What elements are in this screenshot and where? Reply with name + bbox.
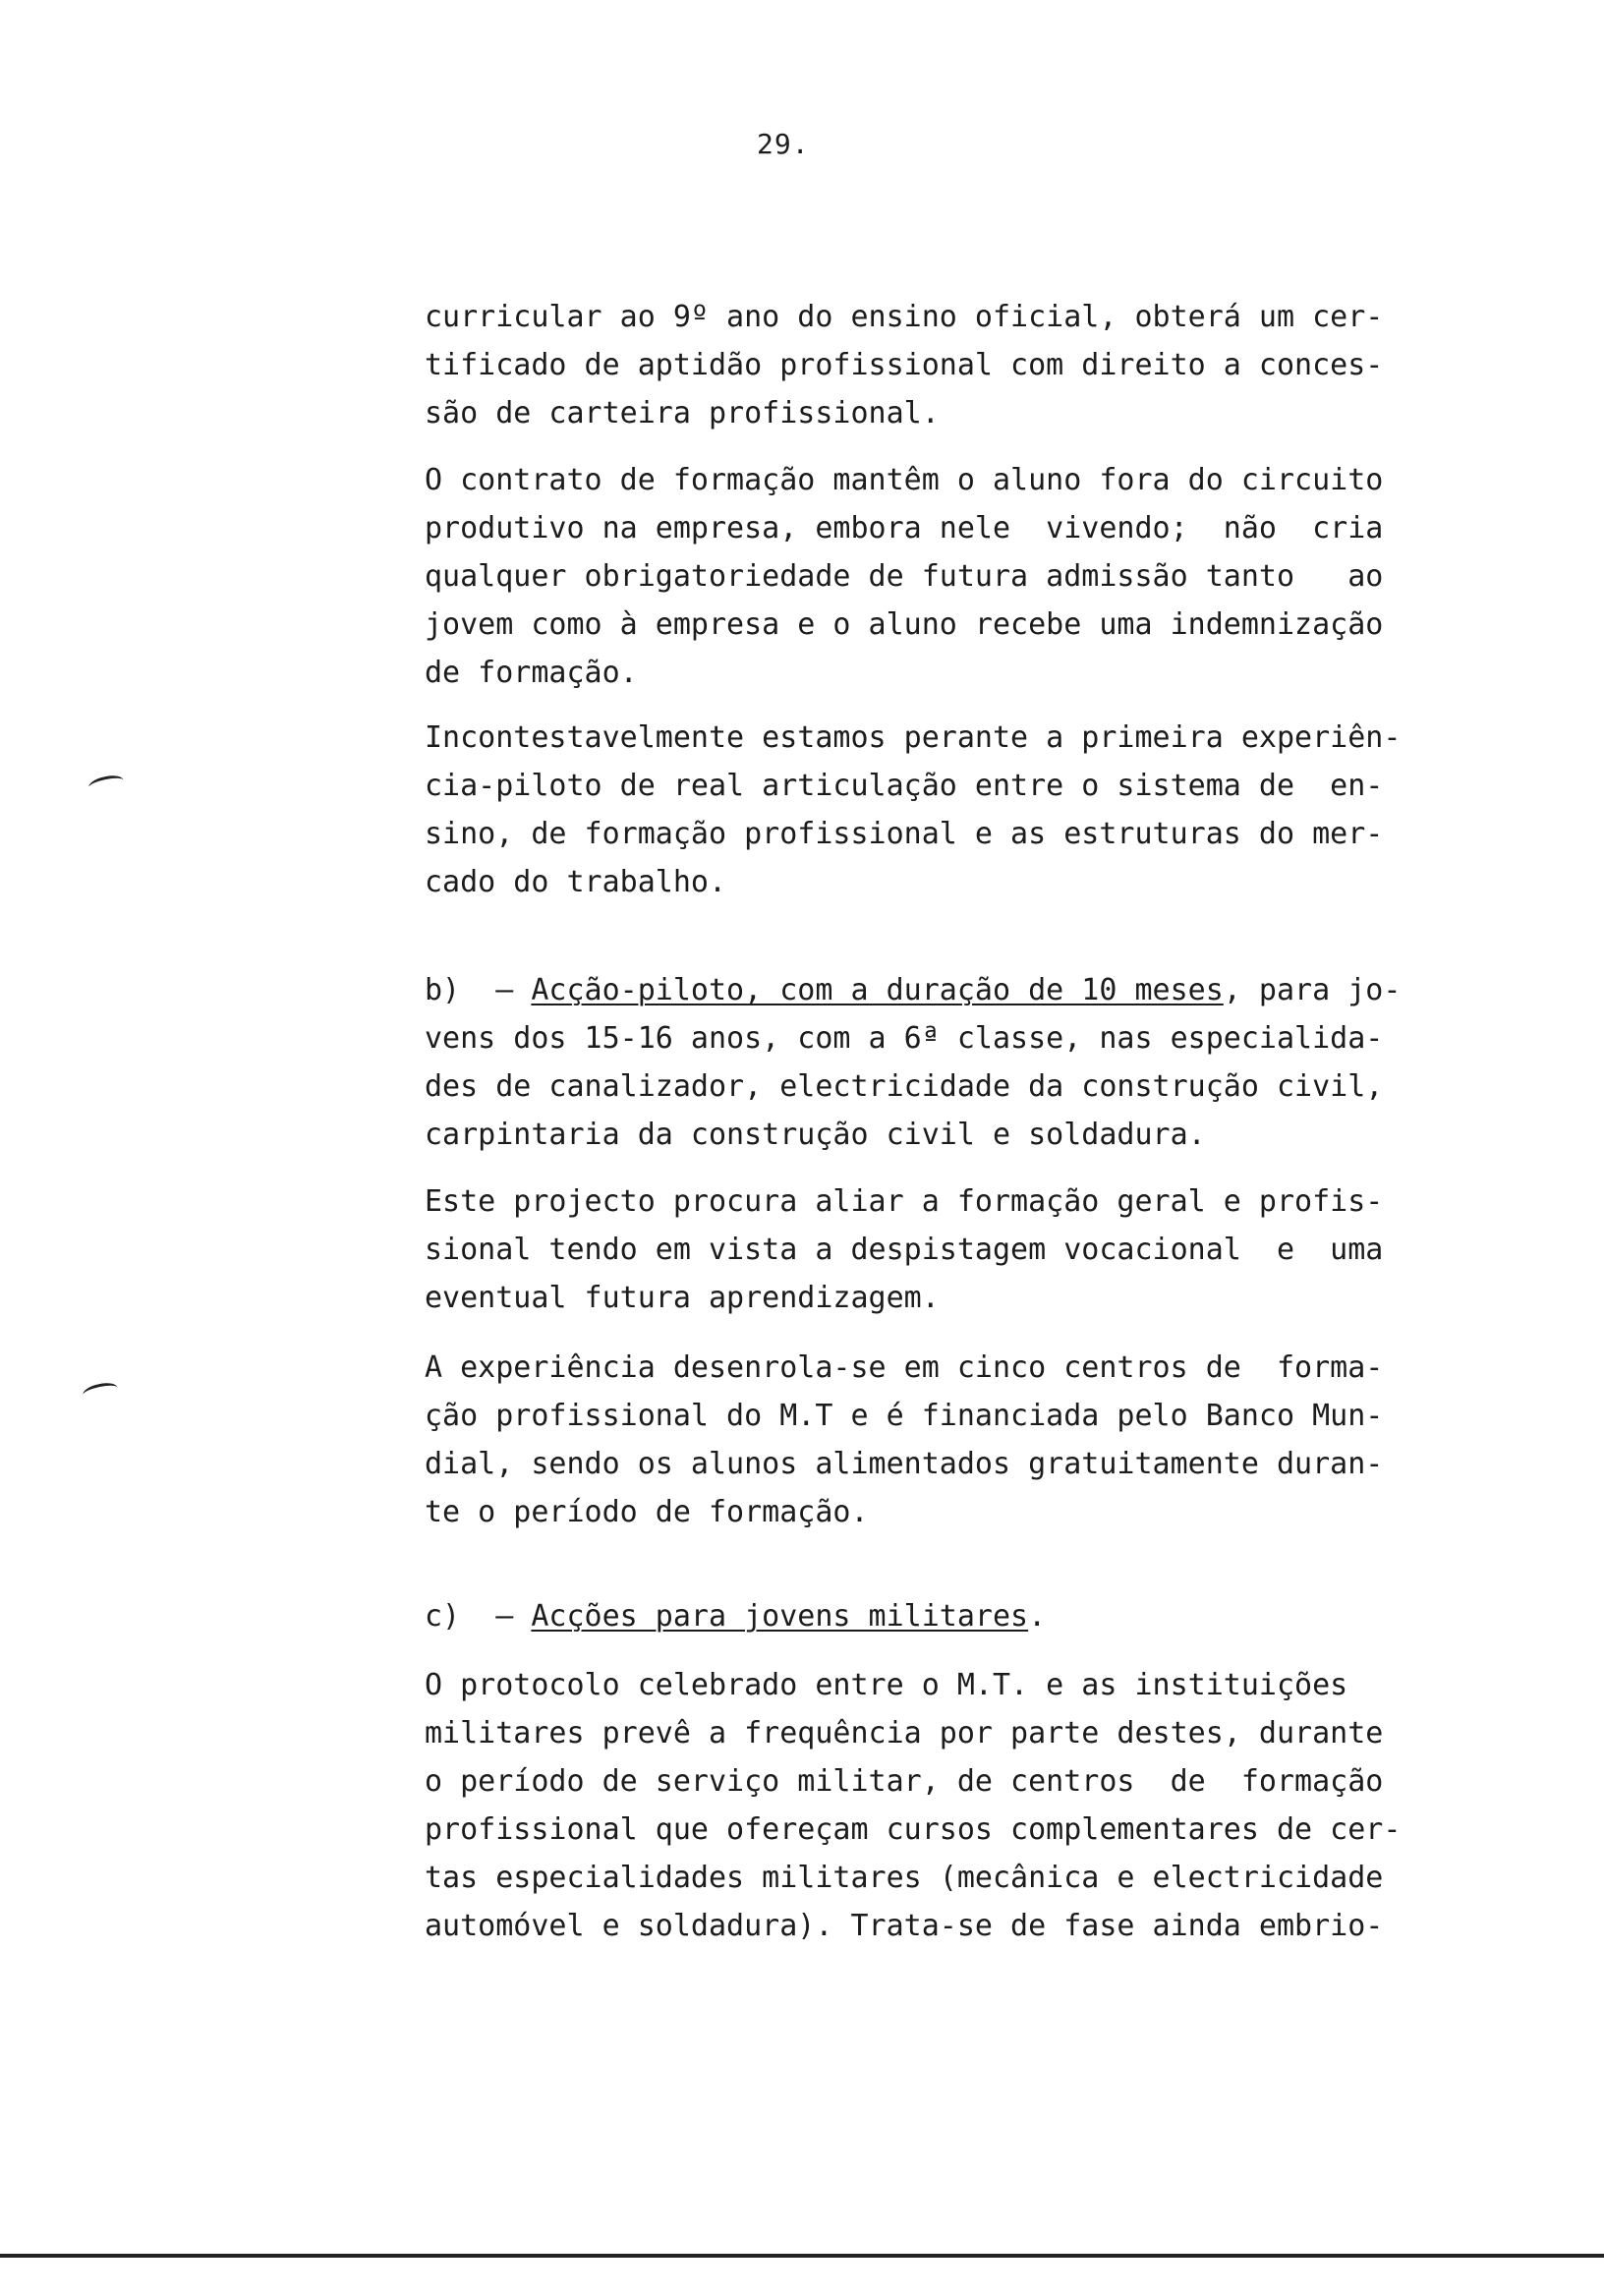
text-line: tas especialidades militares (mecânica e electricidade bbox=[425, 1861, 1384, 1895]
text-line: des de canalizador, electricidade da construção civil, bbox=[425, 1069, 1384, 1104]
section-b-heading: Acção-piloto, com a duração de 10 meses bbox=[531, 973, 1224, 1007]
section-c-marker: c) bbox=[425, 1599, 461, 1634]
text-line: O protocolo celebrado entre o M.T. e as instituições bbox=[425, 1668, 1348, 1702]
text-line: cado do trabalho. bbox=[425, 865, 727, 899]
text-line: O contrato de formação mantêm o aluno fora do circuito bbox=[425, 463, 1384, 497]
text-line: vens dos 15-16 anos, com a 6ª classe, nas especialida- bbox=[425, 1021, 1384, 1056]
section-c-heading-line bbox=[425, 1592, 1046, 1640]
text-line: eventual futura aprendizagem. bbox=[425, 1281, 940, 1315]
text-line: sino, de formação profissional e as estruturas do mer- bbox=[425, 817, 1384, 851]
text-line: profissional que ofereçam cursos complementares de cer- bbox=[425, 1812, 1402, 1847]
margin-mark bbox=[82, 1380, 119, 1402]
text-line: jovem como à empresa e o aluno recebe uma indemnização bbox=[425, 607, 1384, 642]
section-b-heading-line bbox=[425, 966, 1401, 1014]
text-line: de formação. bbox=[425, 656, 638, 690]
text-line: são de carteira profissional. bbox=[425, 396, 940, 430]
section-c-dash: — bbox=[495, 1599, 514, 1634]
paragraph-2 bbox=[425, 456, 1383, 697]
text-line: Este projecto procura aliar a formação geral e profis- bbox=[425, 1184, 1384, 1219]
bottom-rule bbox=[0, 2254, 1604, 2258]
text-line: produtivo na empresa, embora nele vivendo; não cria bbox=[425, 511, 1384, 545]
text-line: A experiência desenrola-se em cinco centros de forma- bbox=[425, 1350, 1384, 1385]
section-c-heading: Acções para jovens militares bbox=[531, 1599, 1029, 1634]
section-b-dash: — bbox=[495, 973, 514, 1007]
text-line: Incontestavelmente estamos perante a primeira experiên- bbox=[425, 720, 1402, 755]
text-line: tificado de aptidão profissional com direito a conces- bbox=[425, 348, 1384, 382]
paragraph-1 bbox=[425, 293, 1383, 437]
paragraph-7 bbox=[425, 1661, 1401, 1950]
text-line: sional tendo em vista a despistagem vocacional e uma bbox=[425, 1233, 1384, 1267]
paragraph-3 bbox=[425, 714, 1401, 906]
text-line: cia-piloto de real articulação entre o sistema de en- bbox=[425, 769, 1384, 803]
section-c-heading-rest: . bbox=[1028, 1599, 1047, 1634]
section-b-marker: b) bbox=[425, 973, 461, 1007]
page-number: 29. bbox=[757, 128, 810, 160]
section-b-heading-rest: , para jo- bbox=[1223, 973, 1402, 1007]
text-line: te o período de formação. bbox=[425, 1495, 869, 1529]
text-line: automóvel e soldadura). Trata-se de fase ainda embrio- bbox=[425, 1909, 1384, 1943]
text-line: o período de serviço militar, de centros de formação bbox=[425, 1764, 1384, 1799]
text-line: dial, sendo os alunos alimentados gratuitamente duran- bbox=[425, 1447, 1384, 1481]
paragraph-5 bbox=[425, 1177, 1383, 1322]
text-line: qualquer obrigatoriedade de futura admissão tanto ao bbox=[425, 559, 1384, 594]
text-line: ção profissional do M.T e é financiada pelo Banco Mun- bbox=[425, 1399, 1384, 1433]
text-line: militares prevê a frequência por parte destes, durante bbox=[425, 1716, 1384, 1751]
text-line: curricular ao 9º ano do ensino oficial, obterá um cer- bbox=[425, 300, 1384, 334]
text-line: carpintaria da construção civil e soldadura. bbox=[425, 1118, 1206, 1152]
section-c bbox=[425, 1592, 1046, 1640]
margin-mark bbox=[87, 773, 125, 794]
section-b bbox=[425, 966, 1401, 1159]
paragraph-6 bbox=[425, 1344, 1383, 1536]
